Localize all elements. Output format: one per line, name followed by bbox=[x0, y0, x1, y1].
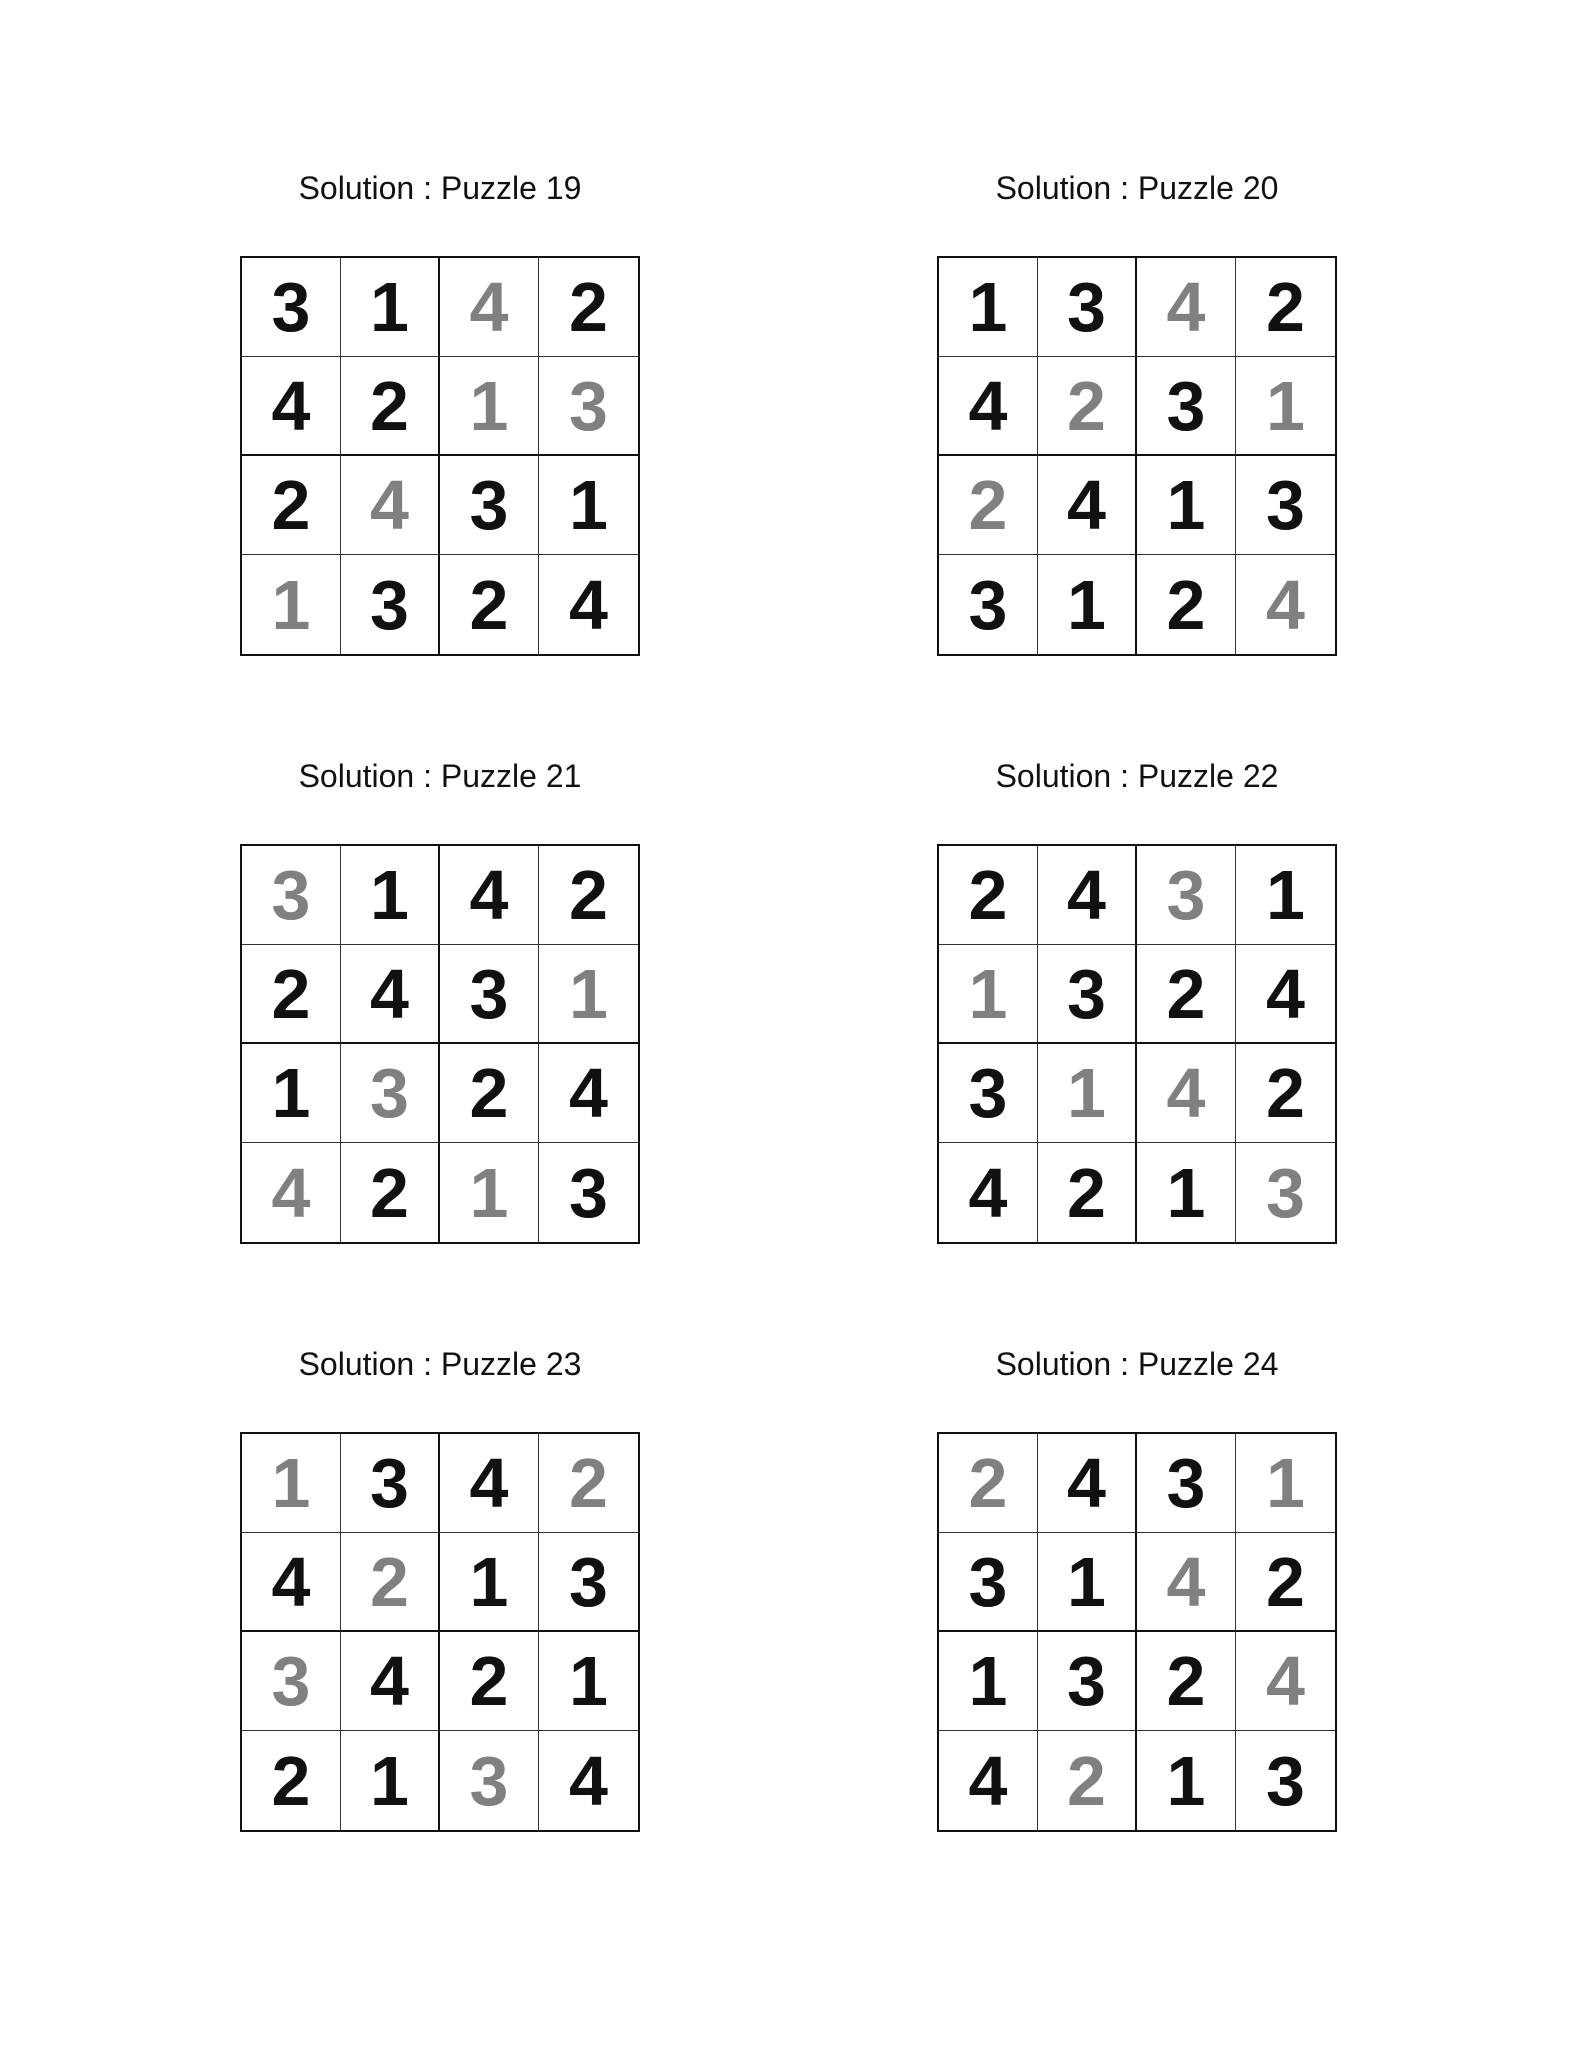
sudoku-grid bbox=[937, 1432, 1337, 1832]
grid-cell: 3 bbox=[242, 258, 341, 357]
grid-cell: 2 bbox=[939, 1434, 1038, 1533]
grid-cell: 2 bbox=[242, 945, 341, 1044]
grid-cell: 4 bbox=[939, 1731, 1038, 1830]
grid-cell: 4 bbox=[440, 846, 539, 945]
grid-cell: 1 bbox=[440, 1143, 539, 1242]
grid-cell: 1 bbox=[341, 1731, 440, 1830]
grid-cell: 4 bbox=[242, 1143, 341, 1242]
puzzle-title: Solution : Puzzle 19 bbox=[298, 170, 582, 206]
grid-cell: 4 bbox=[539, 1044, 638, 1143]
grid-cell: 1 bbox=[939, 1632, 1038, 1731]
puzzle-title: Solution : Puzzle 24 bbox=[995, 1346, 1279, 1382]
grid-cell: 3 bbox=[440, 1731, 539, 1830]
grid-cell: 3 bbox=[1236, 456, 1335, 555]
grid-cell: 1 bbox=[440, 357, 539, 456]
puzzle-title: Solution : Puzzle 22 bbox=[995, 758, 1279, 794]
grid-cell: 2 bbox=[1236, 1533, 1335, 1632]
grid-cell: 1 bbox=[1236, 1434, 1335, 1533]
grid-cell: 3 bbox=[1038, 1632, 1137, 1731]
grid-cell: 1 bbox=[242, 1434, 341, 1533]
grid-cell: 3 bbox=[939, 555, 1038, 654]
grid-cell: 3 bbox=[539, 357, 638, 456]
grid-cell: 4 bbox=[939, 357, 1038, 456]
grid-cell: 2 bbox=[939, 846, 1038, 945]
grid-cell: 2 bbox=[1137, 555, 1236, 654]
grid-cell: 2 bbox=[1236, 1044, 1335, 1143]
grid-cell: 3 bbox=[1038, 258, 1137, 357]
puzzle-title: Solution : Puzzle 20 bbox=[995, 170, 1279, 206]
grid-cell: 4 bbox=[440, 1434, 539, 1533]
grid-cell: 1 bbox=[539, 1632, 638, 1731]
grid-cell: 4 bbox=[569, 565, 608, 644]
grid-cell: 3 bbox=[242, 1632, 341, 1731]
grid-cell: 4 bbox=[939, 1143, 1038, 1242]
grid-cell: 3 bbox=[341, 1434, 440, 1533]
grid-cell: 4 bbox=[440, 258, 539, 357]
grid-cell: 3 bbox=[440, 945, 539, 1044]
puzzle-title: Solution : Puzzle 23 bbox=[298, 1346, 582, 1382]
grid-cell: 1 bbox=[341, 258, 440, 357]
grid-cell: 4 bbox=[341, 1632, 440, 1731]
grid-cell: 1 bbox=[242, 555, 341, 654]
grid-cell: 1 bbox=[1137, 1143, 1236, 1242]
grid-cell: 4 bbox=[341, 945, 440, 1044]
sudoku-grid bbox=[240, 1432, 640, 1832]
grid-cell: 2 bbox=[341, 1533, 440, 1632]
sudoku-grid bbox=[240, 844, 640, 1244]
grid-cell: 4 bbox=[242, 357, 341, 456]
grid-cell: 2 bbox=[939, 456, 1038, 555]
grid-cell: 4 bbox=[569, 1741, 608, 1820]
grid-cell: 2 bbox=[440, 555, 539, 654]
grid-cell: 2 bbox=[539, 846, 638, 945]
grid-cell: 2 bbox=[1038, 1143, 1137, 1242]
grid-cell: 4 bbox=[1038, 846, 1137, 945]
grid-cell: 3 bbox=[242, 846, 341, 945]
grid-cell: 1 bbox=[242, 1044, 341, 1143]
grid-cell: 3 bbox=[1137, 357, 1236, 456]
grid-cell: 4 bbox=[1137, 258, 1236, 357]
grid-cell: 2 bbox=[1236, 258, 1335, 357]
grid-cell: 3 bbox=[569, 1153, 608, 1232]
grid-cell: 2 bbox=[1137, 945, 1236, 1044]
grid-cell: 4 bbox=[1236, 1632, 1335, 1731]
grid-cell: 2 bbox=[440, 1044, 539, 1143]
grid-cell: 3 bbox=[539, 1533, 638, 1632]
grid-cell: 4 bbox=[341, 456, 440, 555]
sudoku-grid bbox=[240, 256, 640, 656]
grid-cell: 3 bbox=[1266, 1153, 1305, 1232]
grid-cell: 3 bbox=[1038, 945, 1137, 1044]
grid-cell: 1 bbox=[341, 846, 440, 945]
grid-cell: 1 bbox=[939, 945, 1038, 1044]
grid-cell: 1 bbox=[1236, 846, 1335, 945]
grid-cell: 1 bbox=[1038, 1044, 1137, 1143]
grid-cell: 4 bbox=[1266, 565, 1305, 644]
grid-cell: 3 bbox=[1266, 1741, 1305, 1820]
grid-cell: 4 bbox=[1236, 945, 1335, 1044]
puzzle-title: Solution : Puzzle 21 bbox=[298, 758, 582, 794]
sudoku-grid bbox=[937, 256, 1337, 656]
grid-cell: 2 bbox=[341, 1143, 440, 1242]
grid-cell: 2 bbox=[539, 258, 638, 357]
grid-cell: 1 bbox=[939, 258, 1038, 357]
grid-cell: 1 bbox=[539, 456, 638, 555]
grid-cell: 3 bbox=[341, 1044, 440, 1143]
grid-cell: 3 bbox=[440, 456, 539, 555]
grid-cell: 3 bbox=[939, 1044, 1038, 1143]
grid-cell: 3 bbox=[1137, 1434, 1236, 1533]
grid-cell: 1 bbox=[1236, 357, 1335, 456]
grid-cell: 1 bbox=[1038, 555, 1137, 654]
grid-cell: 1 bbox=[539, 945, 638, 1044]
grid-cell: 2 bbox=[242, 456, 341, 555]
grid-cell: 2 bbox=[341, 357, 440, 456]
grid-cell: 1 bbox=[1038, 1533, 1137, 1632]
grid-cell: 2 bbox=[1038, 1731, 1137, 1830]
grid-cell: 4 bbox=[1137, 1533, 1236, 1632]
grid-cell: 2 bbox=[539, 1434, 638, 1533]
sudoku-grid bbox=[937, 844, 1337, 1244]
grid-cell: 4 bbox=[242, 1533, 341, 1632]
grid-cell: 1 bbox=[1137, 1731, 1236, 1830]
grid-cell: 4 bbox=[1038, 1434, 1137, 1533]
grid-cell: 3 bbox=[1137, 846, 1236, 945]
grid-cell: 2 bbox=[440, 1632, 539, 1731]
grid-cell: 2 bbox=[1137, 1632, 1236, 1731]
grid-cell: 3 bbox=[939, 1533, 1038, 1632]
grid-cell: 2 bbox=[1038, 357, 1137, 456]
grid-cell: 1 bbox=[440, 1533, 539, 1632]
grid-cell: 3 bbox=[341, 555, 440, 654]
grid-cell: 4 bbox=[1137, 1044, 1236, 1143]
grid-cell: 2 bbox=[242, 1731, 341, 1830]
grid-cell: 4 bbox=[1038, 456, 1137, 555]
grid-cell: 1 bbox=[1137, 456, 1236, 555]
